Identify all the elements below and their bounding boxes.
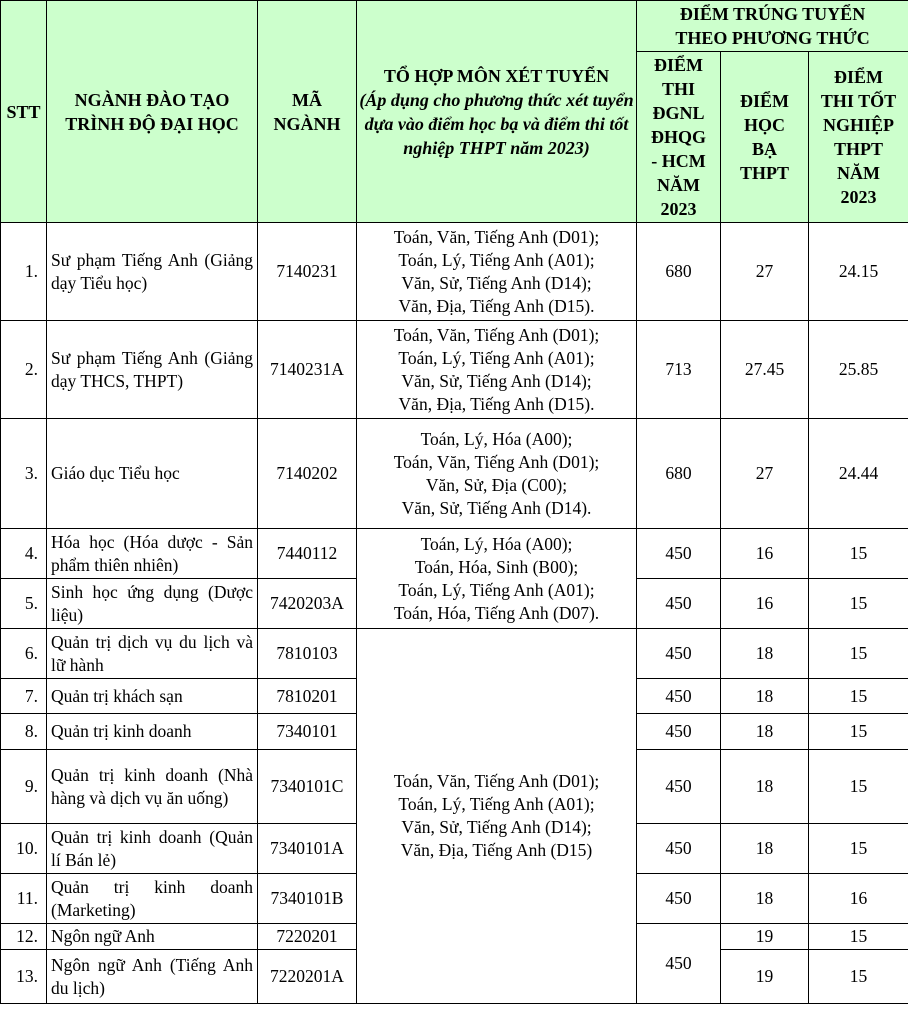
header-to-hop-title: TỔ HỢP MÔN XÉT TUYỂN <box>383 65 610 86</box>
header-ma-nganh: MÃ NGÀNH <box>258 1 357 223</box>
nganh-cell: Quản trị kinh doanh (Marketing) <box>47 874 258 924</box>
thpt-cell: 24.15 <box>809 223 908 321</box>
thpt-cell: 16 <box>809 874 908 924</box>
ma-nganh-cell: 7340101 <box>258 714 357 750</box>
hoc-ba-cell: 18 <box>721 750 809 824</box>
dgnl-cell: 450 <box>637 714 721 750</box>
header-thpt: ĐIỂM THI TỐT NGHIỆP THPT NĂM 2023 <box>809 52 908 223</box>
to-hop-cell: Toán, Lý, Hóa (A00); Toán, Văn, Tiếng Anh (D01); Văn, Sử, Địa (C00); Văn, Sử, Tiếng Anh (D14). <box>357 419 637 529</box>
stt-cell: 6. <box>1 629 47 679</box>
table-row <box>1 629 908 679</box>
hoc-ba-cell: 18 <box>721 679 809 714</box>
stt-cell: 8. <box>1 714 47 750</box>
thpt-cell: 15 <box>809 629 908 679</box>
header-to-hop <box>357 1 637 223</box>
dgnl-cell: 713 <box>637 321 721 419</box>
dgnl-cell: 450 <box>637 629 721 679</box>
stt-cell: 2. <box>1 321 47 419</box>
nganh-cell: Ngôn ngữ Anh <box>47 924 258 950</box>
nganh-cell: Hóa học (Hóa dược - Sản phẩm thiên nhiên) <box>47 529 258 579</box>
ma-nganh-cell: 7220201A <box>258 950 357 1004</box>
ma-nganh-cell: 7140231 <box>258 223 357 321</box>
thpt-cell: 15 <box>809 579 908 629</box>
hoc-ba-cell: 18 <box>721 824 809 874</box>
header-to-hop-note: (Áp dụng cho phương thức xét tuyển dựa vào điểm học bạ và điểm thi tốt nghiệp THPT năm 2023) <box>359 89 634 158</box>
nganh-cell: Ngôn ngữ Anh (Tiếng Anh du lịch) <box>47 950 258 1004</box>
ma-nganh-cell: 7810201 <box>258 679 357 714</box>
stt-cell: 1. <box>1 223 47 321</box>
thpt-cell: 15 <box>809 824 908 874</box>
stt-cell: 7. <box>1 679 47 714</box>
stt-cell: 10. <box>1 824 47 874</box>
header-dgnl: ĐIỂM THI ĐGNL ĐHQG - HCM NĂM 2023 <box>637 52 721 223</box>
dgnl-cell: 450 <box>637 579 721 629</box>
dgnl-cell: 680 <box>637 419 721 529</box>
header-stt: STT <box>1 1 47 223</box>
thpt-cell: 15 <box>809 529 908 579</box>
nganh-cell: Sinh học ứng dụng (Dược liệu) <box>47 579 258 629</box>
ma-nganh-cell: 7340101A <box>258 824 357 874</box>
dgnl-cell: 450 <box>637 924 721 1004</box>
header-diem-group: ĐIỂM TRÚNG TUYỂN THEO PHƯƠNG THỨC <box>637 1 908 52</box>
dgnl-cell: 450 <box>637 679 721 714</box>
ma-nganh-cell: 7220201 <box>258 924 357 950</box>
ma-nganh-cell: 7140202 <box>258 419 357 529</box>
hoc-ba-cell: 19 <box>721 924 809 950</box>
header-nganh: NGÀNH ĐÀO TẠO TRÌNH ĐỘ ĐẠI HỌC <box>47 1 258 223</box>
hoc-ba-cell: 27.45 <box>721 321 809 419</box>
nganh-cell: Quản trị dịch vụ du lịch và lữ hành <box>47 629 258 679</box>
dgnl-cell: 450 <box>637 824 721 874</box>
ma-nganh-cell: 7340101C <box>258 750 357 824</box>
hoc-ba-cell: 16 <box>721 529 809 579</box>
nganh-cell: Quản trị kinh doanh (Quản lí Bán lẻ) <box>47 824 258 874</box>
thpt-cell: 15 <box>809 750 908 824</box>
to-hop-cell: Toán, Lý, Hóa (A00); Toán, Hóa, Sinh (B00); Toán, Lý, Tiếng Anh (A01); Toán, Hóa, Tiếng Anh (D07). <box>357 529 637 629</box>
table-row <box>1 321 908 419</box>
thpt-cell: 15 <box>809 950 908 1004</box>
dgnl-cell: 450 <box>637 750 721 824</box>
nganh-cell: Quản trị khách sạn <box>47 679 258 714</box>
hoc-ba-cell: 18 <box>721 874 809 924</box>
dgnl-cell: 450 <box>637 529 721 579</box>
nganh-cell: Giáo dục Tiểu học <box>47 419 258 529</box>
to-hop-cell: Toán, Văn, Tiếng Anh (D01); Toán, Lý, Tiếng Anh (A01); Văn, Sử, Tiếng Anh (D14); Văn, Địa, Tiếng Anh (D15). <box>357 223 637 321</box>
stt-cell: 9. <box>1 750 47 824</box>
thpt-cell: 15 <box>809 714 908 750</box>
ma-nganh-cell: 7140231A <box>258 321 357 419</box>
hoc-ba-cell: 18 <box>721 714 809 750</box>
thpt-cell: 24.44 <box>809 419 908 529</box>
ma-nganh-cell: 7340101B <box>258 874 357 924</box>
to-hop-cell: Toán, Văn, Tiếng Anh (D01); Toán, Lý, Tiếng Anh (A01); Văn, Sử, Tiếng Anh (D14); Văn, Địa, Tiếng Anh (D15). <box>357 321 637 419</box>
ma-nganh-cell: 7440112 <box>258 529 357 579</box>
stt-cell: 3. <box>1 419 47 529</box>
nganh-cell: Quản trị kinh doanh (Nhà hàng và dịch vụ ăn uống) <box>47 750 258 824</box>
dgnl-cell: 680 <box>637 223 721 321</box>
ma-nganh-cell: 7810103 <box>258 629 357 679</box>
stt-cell: 11. <box>1 874 47 924</box>
to-hop-cell: Toán, Văn, Tiếng Anh (D01); Toán, Lý, Tiếng Anh (A01); Văn, Sử, Tiếng Anh (D14); Văn, Địa, Tiếng Anh (D15) <box>357 629 637 1004</box>
stt-cell: 13. <box>1 950 47 1004</box>
dgnl-cell: 450 <box>637 874 721 924</box>
nganh-cell: Sư phạm Tiếng Anh (Giảng dạy Tiểu học) <box>47 223 258 321</box>
hoc-ba-cell: 19 <box>721 950 809 1004</box>
hoc-ba-cell: 27 <box>721 419 809 529</box>
hoc-ba-cell: 16 <box>721 579 809 629</box>
hoc-ba-cell: 27 <box>721 223 809 321</box>
table-row <box>1 419 908 529</box>
header-hoc-ba: ĐIỂM HỌC BẠ THPT <box>721 52 809 223</box>
table-row <box>1 223 908 321</box>
stt-cell: 5. <box>1 579 47 629</box>
stt-cell: 4. <box>1 529 47 579</box>
table-row <box>1 529 908 579</box>
thpt-cell: 15 <box>809 679 908 714</box>
nganh-cell: Sư phạm Tiếng Anh (Giảng dạy THCS, THPT) <box>47 321 258 419</box>
nganh-cell: Quản trị kinh doanh <box>47 714 258 750</box>
thpt-cell: 25.85 <box>809 321 908 419</box>
stt-cell: 12. <box>1 924 47 950</box>
hoc-ba-cell: 18 <box>721 629 809 679</box>
ma-nganh-cell: 7420203A <box>258 579 357 629</box>
thpt-cell: 15 <box>809 924 908 950</box>
